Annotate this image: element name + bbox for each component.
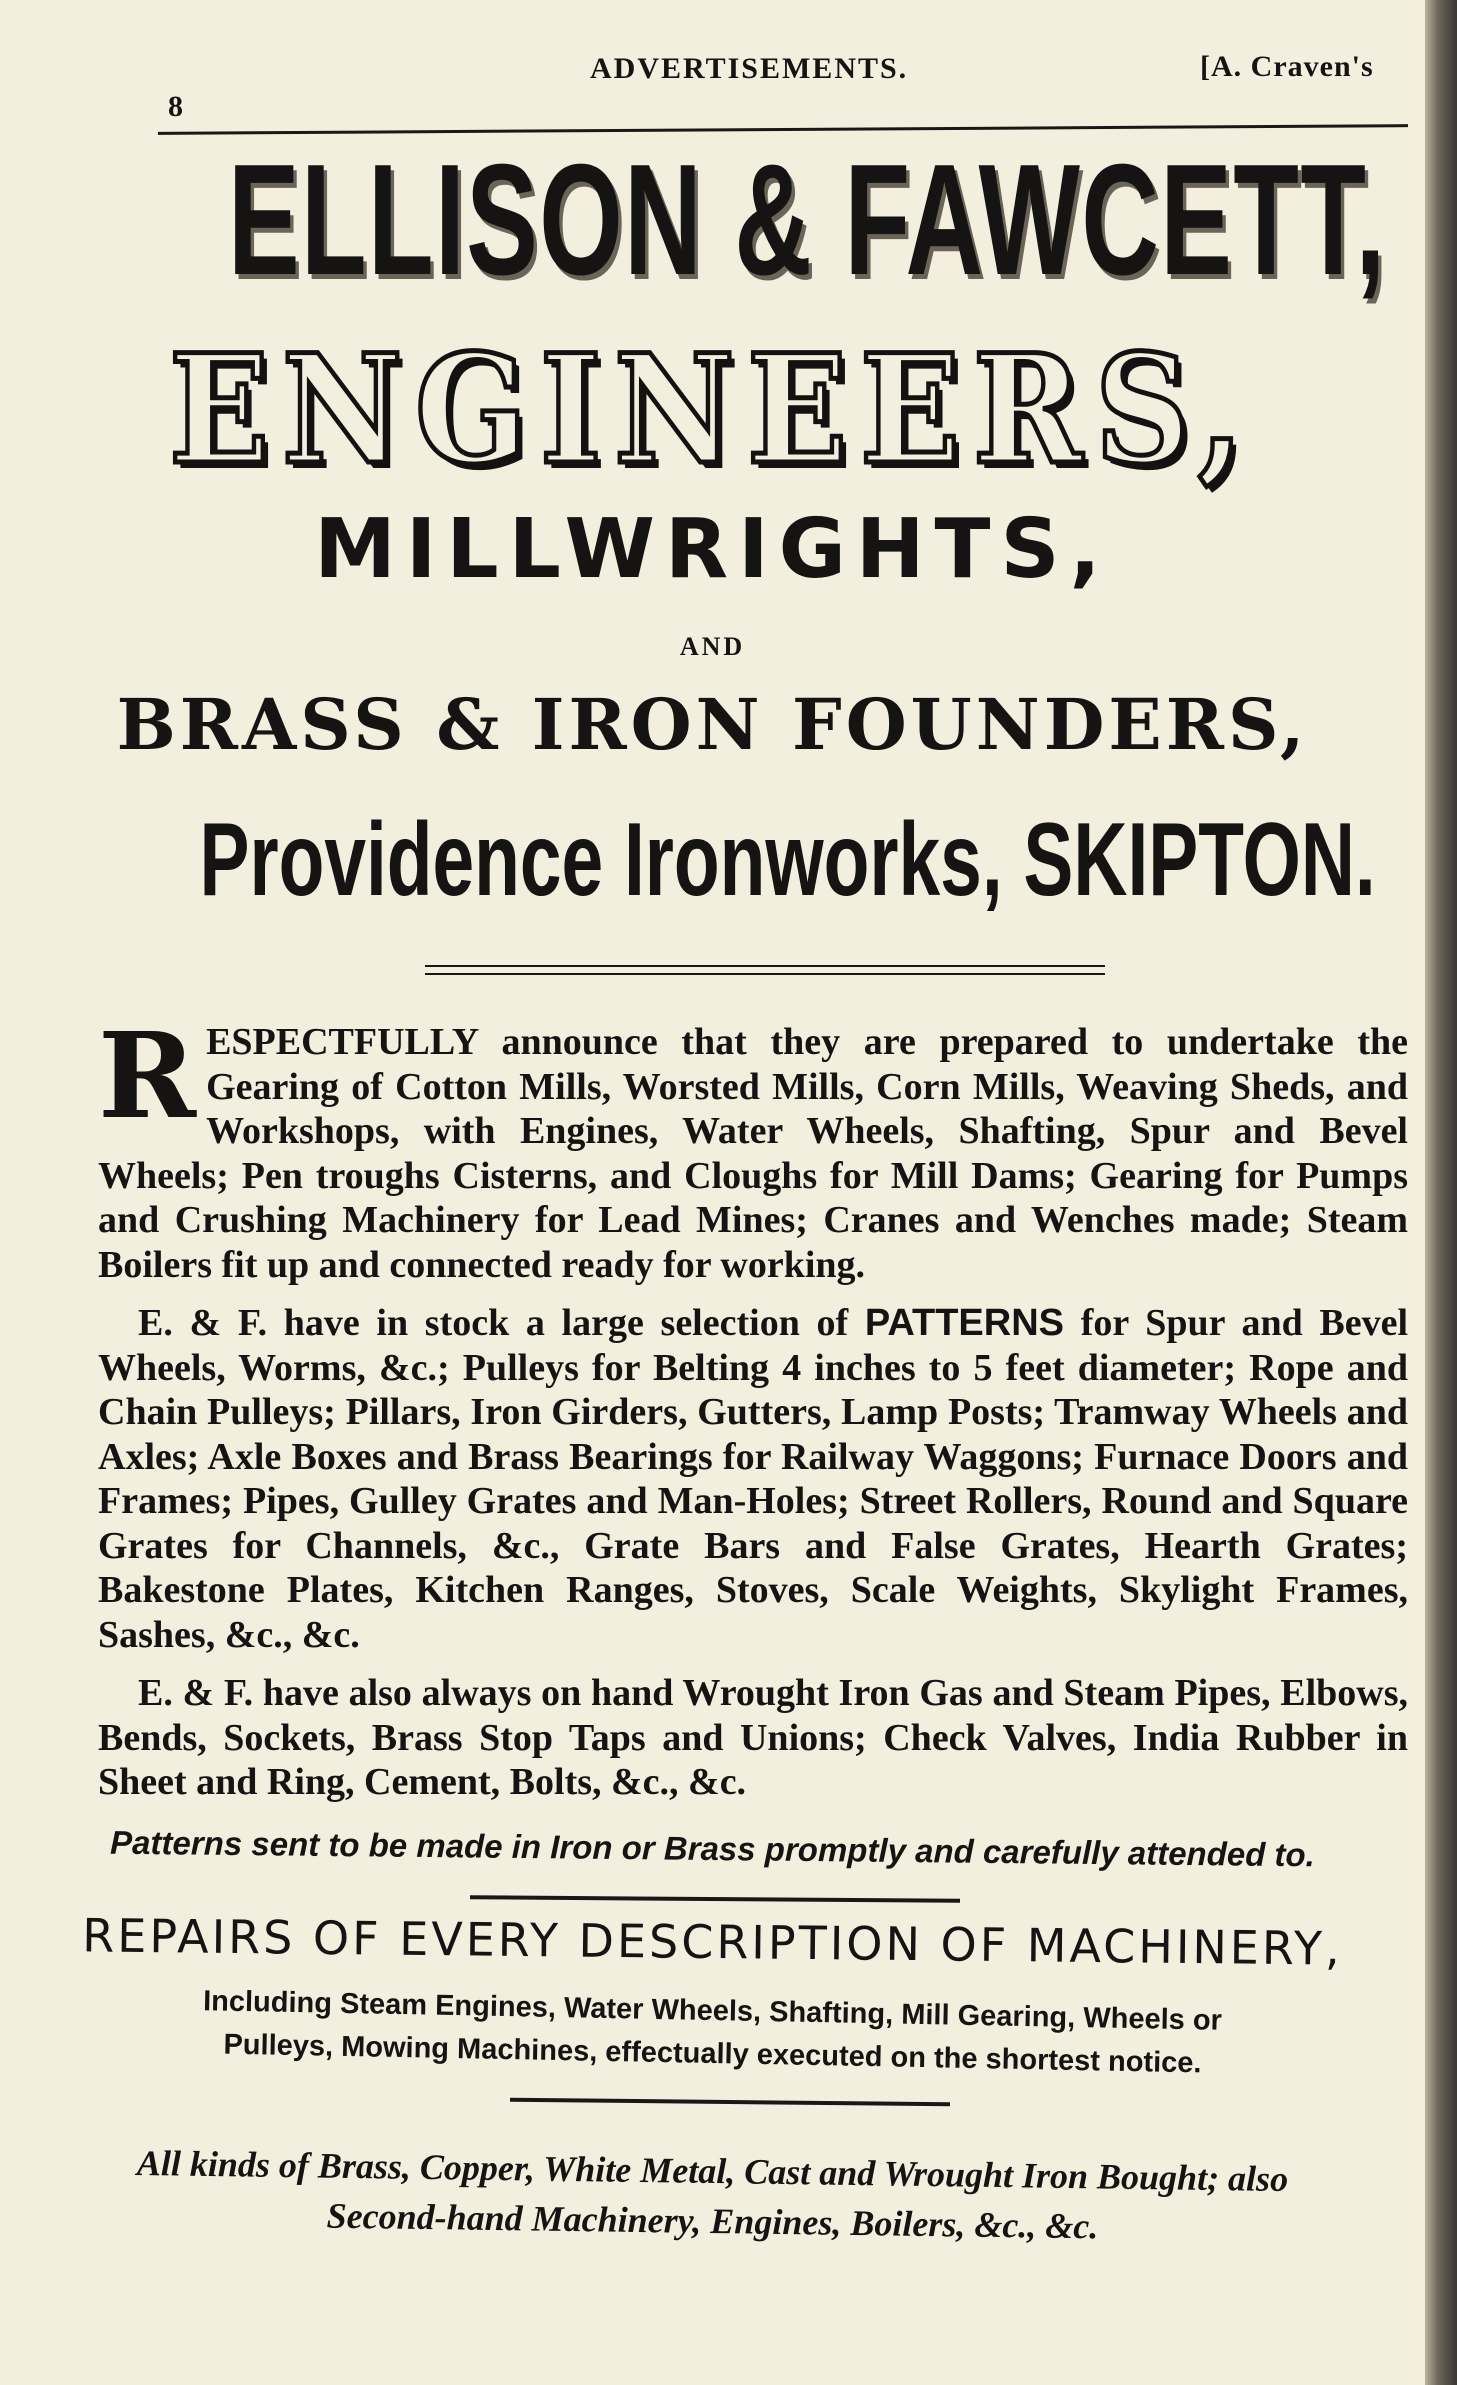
firm-name: ELLISON & FAWCETT, xyxy=(228,132,1387,308)
repairs-line-1: Including Steam Engines, Water Wheels, Shafting, Mill Gearing, Wheels or xyxy=(202,1985,1223,2037)
repairs-rule xyxy=(510,2098,950,2107)
running-head-right: [A. Craven's xyxy=(1200,50,1374,83)
trade-founders: BRASS & IRON FOUNDERS, xyxy=(116,683,1309,766)
patterns-notice: Patterns sent to be made in Iron or Brass promptly and carefully attended to. xyxy=(109,1823,1316,1874)
conjunction-and: AND xyxy=(679,632,746,661)
services-text: ESPECTFULLY announce that they are prepared to undertake the Gearing of Cotton Mills, Worsted Mills, Corn Mills, Weaving Sheds, and Workshops, with Engines, Water Wheels, Shafting, Spur and Bevel Wheels; Pen troughs Cisterns, and Cloughs for Mill Dams; Gearing for Pumps and Crushing Machinery for Lead Mines; Cranes and Wenches made; Steam Boilers fit up and connected ready for working. xyxy=(98,1021,1408,1286)
title-divider xyxy=(425,965,1105,975)
repairs-heading: REPAIRS OF EVERY DESCRIPTION OF MACHINERY, xyxy=(82,1908,1343,1976)
services-paragraph xyxy=(98,1006,1408,1287)
notice-rule xyxy=(470,1895,960,1902)
bought-line-2: Second-hand Machinery, Engines, Boilers, &c., &c. xyxy=(326,2195,1099,2247)
trade-millwrights: MILLWRIGHTS, xyxy=(314,502,1111,597)
advertisement-body xyxy=(98,1006,1409,1819)
patterns-keyword: PATTERNS xyxy=(864,1302,1064,1344)
stock-paragraph xyxy=(98,1301,1408,1657)
stock-lead: E. & F. have in stock a large selection of xyxy=(138,1302,849,1344)
bought-line-1: All kinds of Brass, Copper, White Metal, Cast and Wrought Iron Bought; also xyxy=(136,2142,1289,2200)
drop-cap: R xyxy=(98,1006,197,1145)
book-spine xyxy=(1425,0,1457,2385)
page-number: 8 xyxy=(168,90,183,123)
trade-engineers: ENGINEERS, xyxy=(168,322,1257,498)
on-hand-paragraph: E. & F. have also always on hand Wrought Iron Gas and Steam Pipes, Elbows, Bends, Sockets, Brass Stop Taps and Unions; Check Valves, India Rubber in Sheet and Ring, Cement, Bolts, &c., &c. xyxy=(98,1672,1408,1803)
repairs-line-2: Pulleys, Mowing Machines, effectually executed on the shortest notice. xyxy=(223,2028,1202,2080)
works-address: Providence Ironworks, SKIPTON. xyxy=(199,802,1376,918)
running-head: ADVERTISEMENTS. xyxy=(590,52,909,85)
stock-text: for Spur and Bevel Wheels, Worms, &c.; Pulleys for Belting 4 inches to 5 feet diameter; Rope and Chain Pulleys; Pillars, Iron Girders, Gutters, Lamp Posts; Tramway Wheels and Axles; Axle Boxes and Brass Bearings for Railway Waggons; Furnace Doors and Frames; Pipes, Gulley Grates and Man-Holes; Street Rollers, Round and Square Grates for Channels, &c., Grate Bars and False Grates, Hearth Grates; Bakestone Plates, Kitchen Ranges, Stoves, Scale Weights, Skylight Frames, Sashes, &c., &c. xyxy=(98,1302,1409,1656)
